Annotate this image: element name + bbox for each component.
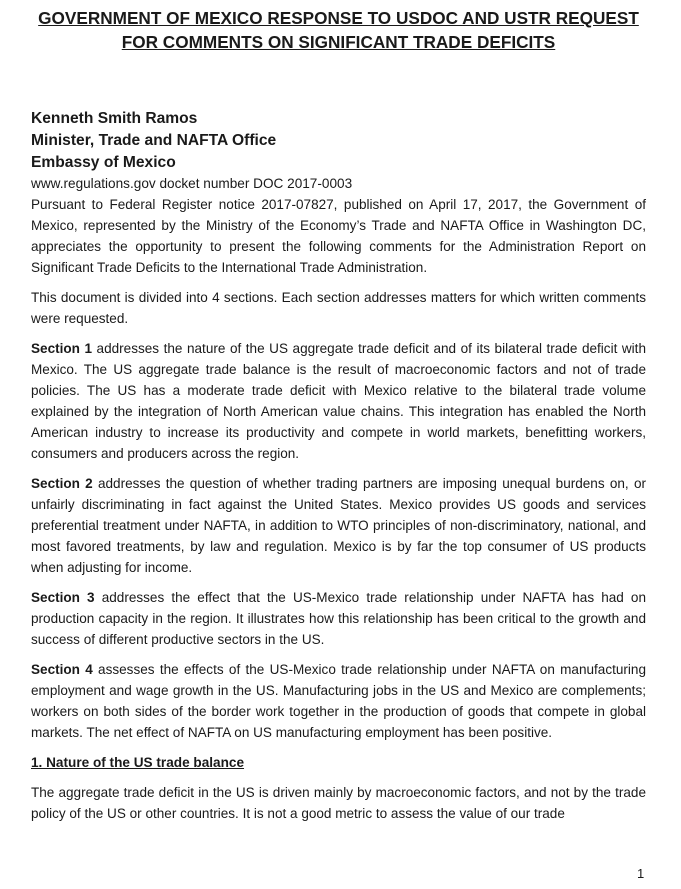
document-page (31, 6, 646, 824)
section-4-summary (31, 659, 646, 743)
author-organization: Embassy of Mexico (31, 154, 176, 171)
section-4-label: Section 4 (31, 662, 93, 677)
section-3-label: Section 3 (31, 590, 95, 605)
section-1-label: Section 1 (31, 341, 93, 356)
section-2-text: addresses the question of whether trading partners are imposing unequal burdens on, or unfairly discriminating in fact against the United States. Mexico provides US goods and services preferential treatment under NAFTA, in addition to WTO principles of non-discriminatory, national, and most favored treatments, by law and regulation. Mexico is by far the top consumer of US products when adjusting for income. (31, 476, 646, 575)
intro-paragraph-2: This document is divided into 4 sections. Each section addresses matters for which written comments were requested. (31, 290, 646, 326)
document-title-line-2: FOR COMMENTS ON SIGNIFICANT TRADE DEFICITS (121, 32, 556, 52)
closing-paragraph: The aggregate trade deficit in the US is driven mainly by macroeconomic factors, and not by the trade policy of the US or other countries. It is not a good metric to assess the value of our trade (31, 785, 646, 821)
section-3-text: addresses the effect that the US-Mexico trade relationship under NAFTA has had on production capacity in the region. It illustrates how this relationship has been critical to the growth and success of different productive sectors in the US. (31, 590, 646, 647)
page-number: 1 (637, 866, 645, 881)
docket-number: www.regulations.gov docket number DOC 2017-0003 (31, 176, 353, 191)
section-2-summary (31, 473, 646, 578)
section-2-label: Section 2 (31, 476, 93, 491)
author-block (31, 108, 646, 194)
author-name: Kenneth Smith Ramos (31, 110, 198, 127)
section-3-summary (31, 587, 646, 650)
intro-paragraph-1: Pursuant to Federal Register notice 2017-07827, published on April 17, 2017, the Government of Mexico, represented by the Ministry of the Economy’s Trade and NAFTA Office in Washington DC, appreciates the opportunity to present the following comments for the Administration Report on Significant Trade Deficits to the International Trade Administration. (31, 197, 646, 275)
document-title-line-1: GOVERNMENT OF MEXICO RESPONSE TO USDOC AND USTR REQUEST (38, 8, 639, 28)
section-1-summary (31, 338, 646, 464)
document-title (31, 6, 646, 54)
section-heading-1: 1. Nature of the US trade balance (31, 755, 245, 770)
section-1-text: addresses the nature of the US aggregate trade deficit and of its bilateral trade deficit with Mexico. The US aggregate trade balance is the result of macroeconomic factors and not of trade policies. The US has a moderate trade deficit with Mexico relative to the bilateral trade volume explained by the integration of North American value chains. This integration has enabled the North American industry to increase its productivity and compete in world markets, benefitting workers, consumers and producers across the region. (31, 341, 646, 461)
author-position: Minister, Trade and NAFTA Office (31, 132, 277, 149)
section-4-text: assesses the effects of the US-Mexico trade relationship under NAFTA on manufacturing employment and wage growth in the US. Manufacturing jobs in the US and Mexico are complements; workers on both sides of the border work together in the production of goods that compete in global markets. The net effect of NAFTA on US manufacturing employment has been positive. (31, 662, 646, 740)
